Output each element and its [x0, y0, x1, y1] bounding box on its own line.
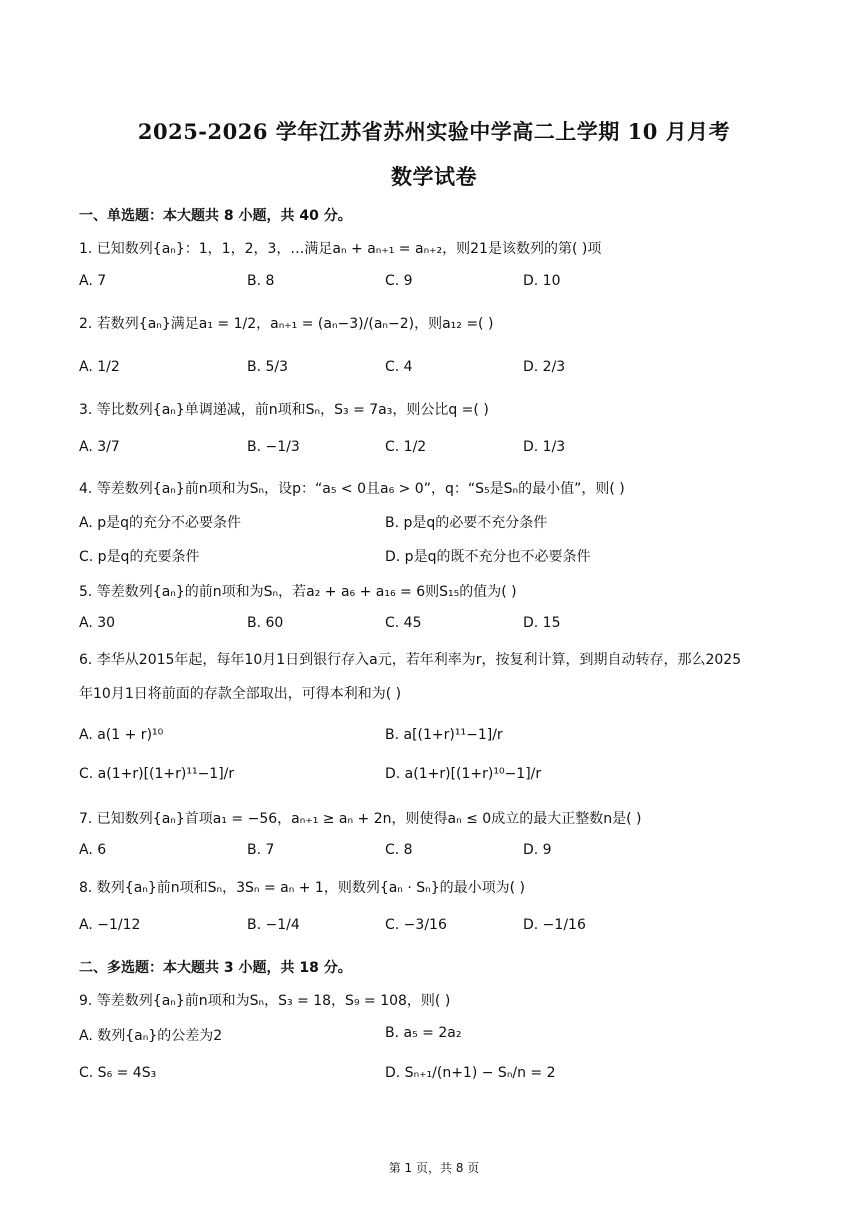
q3-option-b: B. −1/3	[247, 439, 300, 455]
q4-option-d: D. p是q的既不充分也不必要条件	[385, 549, 591, 565]
q5-option-d: D. 15	[523, 615, 561, 631]
q6-stem-line2: 年10月1日将前面的存款全部取出，可得本利和为( )	[79, 686, 402, 702]
q8-option-d: D. −1/16	[523, 917, 586, 933]
q7-option-b: B. 7	[247, 842, 275, 858]
section-single-choice: 一、单选题：本大题共 8 小题，共 40 分。	[79, 208, 352, 224]
q6-option-a: A. a(1 + r)¹⁰	[79, 727, 164, 743]
q1-option-a: A. 7	[79, 273, 107, 289]
q8-option-a: A. −1/12	[79, 917, 141, 933]
q1-stem: 1. 已知数列{aₙ}：1，1，2，3，…满足aₙ + aₙ₊₁ = aₙ₊₂，则21是该数列的第( )项	[79, 241, 602, 257]
q7-option-d: D. 9	[523, 842, 552, 858]
q9-option-c: C. S₆ = 4S₃	[79, 1065, 157, 1081]
q4-option-c: C. p是q的充要条件	[79, 549, 200, 565]
page-footer: 第 1 页，共 8 页	[388, 1161, 480, 1175]
q8-stem: 8. 数列{aₙ}前n项和Sₙ，3Sₙ = aₙ + 1，则数列{aₙ · Sₙ}的最小项为( )	[79, 880, 525, 896]
q9-option-b: B. a₅ = 2a₂	[385, 1025, 462, 1041]
q9-stem: 9. 等差数列{aₙ}前n项和为Sₙ，S₃ = 18，S₉ = 108，则( )	[79, 993, 451, 1009]
q4-option-a: A. p是q的充分不必要条件	[79, 515, 242, 531]
q8-option-b: B. −1/4	[247, 917, 300, 933]
q2-option-d: D. 2/3	[523, 359, 566, 375]
q7-option-a: A. 6	[79, 842, 107, 858]
q3-stem: 3. 等比数列{aₙ}单调递减，前n项和Sₙ，S₃ = 7a₃，则公比q =( )	[79, 402, 489, 418]
q4-stem: 4. 等差数列{aₙ}前n项和为Sₙ，设p：“a₅ < 0且a₆ > 0”，q：“S₅是Sₙ的最小值”，则( )	[79, 481, 625, 497]
exam-subtitle: 数学试卷	[391, 164, 477, 189]
q3-option-c: C. 1/2	[385, 439, 427, 455]
q2-option-a: A. 1/2	[79, 359, 120, 375]
q5-option-c: C. 45	[385, 615, 422, 631]
q9-option-a: A. 数列{aₙ}的公差为2	[79, 1028, 223, 1044]
q1-option-c: C. 9	[385, 273, 413, 289]
q5-stem: 5. 等差数列{aₙ}的前n项和为Sₙ，若a₂ + a₆ + a₁₆ = 6则S₁₅的值为( )	[79, 584, 517, 600]
q6-option-b: B. a[(1+r)¹¹−1]/r	[385, 727, 503, 743]
q4-option-b: B. p是q的必要不充分条件	[385, 515, 548, 531]
q6-option-d: D. a(1+r)[(1+r)¹⁰−1]/r	[385, 766, 542, 782]
q1-option-b: B. 8	[247, 273, 275, 289]
q3-option-a: A. 3/7	[79, 439, 120, 455]
q7-stem: 7. 已知数列{aₙ}首项a₁ = −56，aₙ₊₁ ≥ aₙ + 2n，则使得aₙ ≤ 0成立的最大正整数n是( )	[79, 811, 642, 827]
q3-option-d: D. 1/3	[523, 439, 566, 455]
q2-stem: 2. 若数列{aₙ}满足a₁ = 1/2，aₙ₊₁ = (aₙ−3)/(aₙ−2)，则a₁₂ =( )	[79, 316, 494, 332]
q2-option-c: C. 4	[385, 359, 413, 375]
q8-option-c: C. −3/16	[385, 917, 447, 933]
section-multi-choice: 二、多选题：本大题共 3 小题，共 18 分。	[79, 960, 352, 976]
exam-title: 2025-2026 学年江苏省苏州实验中学高二上学期 10 月月考	[137, 119, 731, 144]
q6-option-c: C. a(1+r)[(1+r)¹¹−1]/r	[79, 766, 235, 782]
q2-option-b: B. 5/3	[247, 359, 289, 375]
q9-option-d: D. Sₙ₊₁/(n+1) − Sₙ/n = 2	[385, 1065, 556, 1081]
q5-option-a: A. 30	[79, 615, 116, 631]
q6-stem-line1: 6. 李华从2015年起，每年10月1日到银行存入a元，若年利率为r，按复利计算，到期自动转存，那么2025	[79, 652, 742, 668]
q1-option-d: D. 10	[523, 273, 561, 289]
q7-option-c: C. 8	[385, 842, 413, 858]
q5-option-b: B. 60	[247, 615, 284, 631]
